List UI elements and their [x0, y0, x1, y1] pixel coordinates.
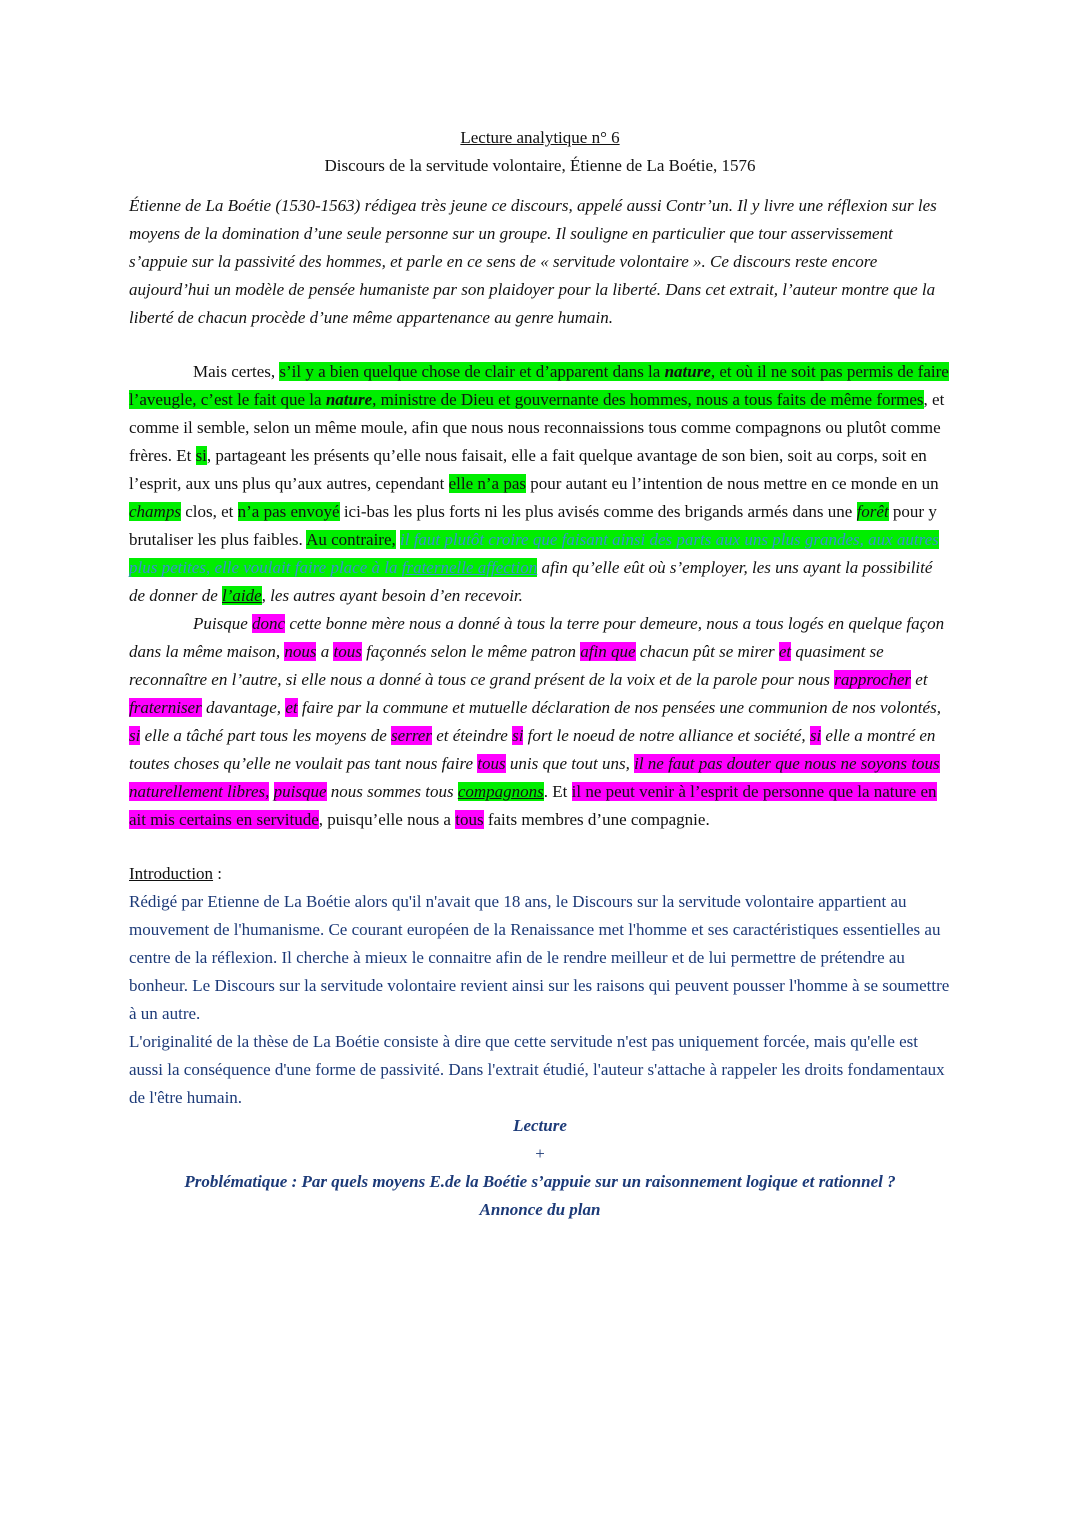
text-run: Puisque: [193, 614, 253, 633]
text-run: faire par la commune et mutuelle déclaration de nos pensées une communion de nos volontés,: [297, 698, 941, 717]
document-title: Lecture analytique n° 6: [460, 128, 620, 147]
text-run: davantage,: [201, 698, 286, 717]
text-run: ici-bas les plus forts ni les plus avisés comme des brigands armés dans une: [339, 502, 857, 521]
text-run: pour y brutaliser les plus faibles.: [129, 502, 937, 549]
text-run: et éteindre: [431, 726, 513, 745]
text-run: , partageant les présents qu’elle nous faisait, elle a fait quelque avantage de son bien, soit au corps, soit en l’esprit, aux uns plus qu’aux autres, cependant: [129, 446, 927, 493]
text-run: faits membres d’une compagnie.: [483, 810, 710, 829]
introduction-title: Introduction: [129, 864, 214, 883]
magenta-highlight: et: [285, 698, 298, 717]
excerpt-paragraph-1: [129, 358, 951, 610]
introduction-paragraph-2: L'originalité de la thèse de La Boétie consiste à dire que cette servitude n'est pas uniquement forcée, mais qu'elle est aussi la conséquence d'une forme de passivité. Dans l'extrait étudié, l'auteur s'attache à rappeler les droits fondamentaux de l'être humain.: [129, 1032, 945, 1107]
magenta-highlight: rapprocher: [834, 670, 912, 689]
document-subtitle: Discours de la servitude volontaire, Étienne de La Boétie, 1576: [324, 156, 756, 175]
magenta-highlight: puisque: [273, 782, 327, 801]
document-page: [129, 124, 951, 1224]
magenta-highlight: et: [778, 642, 792, 661]
magenta-highlight: il ne faut pas douter que nous ne soyons tous naturellement libres,: [129, 754, 940, 801]
green-highlight: , ministre de Dieu et gouvernante des hommes, nous a tous faits de même formes: [372, 390, 924, 409]
magenta-highlight: tous: [477, 754, 506, 773]
green-highlight: l’aide: [222, 586, 262, 605]
text-run: [269, 782, 273, 801]
magenta-highlight: si: [809, 726, 822, 745]
green-highlight: nature: [664, 362, 711, 381]
text-run: a: [316, 642, 334, 661]
green-highlight: s’il y a bien quelque chose de clair et d’apparent dans la: [279, 362, 665, 381]
green-highlight: , et où il ne soit pas permis de faire l’aveugle, c’est le fait que la: [129, 362, 949, 409]
green-highlight: fraternelle affection: [401, 558, 538, 577]
text-run: façonnés selon le même patron: [361, 642, 581, 661]
text-run: nous sommes tous: [326, 782, 458, 801]
introduction-section: [129, 860, 951, 1224]
text-run: unis que tout uns,: [505, 754, 635, 773]
text-run: Mais certes,: [193, 362, 280, 381]
green-highlight: n’a pas envoyé: [237, 502, 340, 521]
magenta-highlight: tous: [333, 642, 362, 661]
text-run: chacun pût se mirer: [635, 642, 779, 661]
author-introduction: Étienne de La Boétie (1530-1563) rédigea très jeune ce discours, appelé aussi Contr’un. Il y livre une réflexion sur les moyens de la domination d’une seule personne sur un groupe. Il souligne en particulier que tour asservissement s’appuie sur la passivité des hommes, et parle en ce sens de « servitude volontaire ». Ce discours reste encore aujourd’hui un modèle de pensée humaniste par son plaidoyer pour la liberté. Dans cet extrait, l’auteur montre que la liberté de chacun procède d’une même appartenance au genre humain.: [129, 196, 937, 327]
text-run: , puisqu’elle nous a: [318, 810, 456, 829]
introduction-paragraph-1: Rédigé par Etienne de La Boétie alors qu'il n'avait que 18 ans, le Discours sur la servitude volontaire appartient au mouvement de l'humanisme. Ce courant européen de la Renaissance met l'homme et ses caractéristiques essentielles au centre de la réflexion. Il cherche à mieux le connaitre afin de le rendre meilleur et de lui permettre de prétendre au bonheur. Le Discours sur la servitude volontaire revient ainsi sur les raisons qui peuvent pousser l'homme à se soumettre à un autre.: [129, 892, 950, 1023]
text-run: clos, et: [180, 502, 238, 521]
text-run: , et comme il semble, selon un même moule, afin que nous nous reconnaissions tous comme compagnons ou plutôt comme frères. Et: [129, 390, 945, 465]
green-highlight: elle n’a pas: [448, 474, 527, 493]
magenta-highlight: serrer: [391, 726, 432, 745]
text-run: pour autant eu l’intention de nous mettre en ce monde en un: [526, 474, 939, 493]
green-highlight: si: [195, 446, 207, 465]
plus-sign: +: [535, 1144, 545, 1163]
magenta-highlight: donc: [252, 614, 286, 633]
magenta-highlight: fraterniser: [129, 698, 202, 717]
magenta-highlight: si: [512, 726, 524, 745]
green-highlight: il faut plutôt croire que faisant ainsi des parts aux uns plus grandes, aux autres plus petites, elle voulait faire place à la: [129, 530, 939, 577]
text-run: quasiment se reconnaître en l’autre, si elle nous a donné à tous ce grand présent de la voix et de la parole pour nous: [129, 642, 884, 689]
text-run: afin qu’elle eût où s’employer, les uns ayant la possibilité de donner de: [129, 558, 933, 605]
document-header: [129, 124, 951, 180]
text-run: elle a montré en toutes choses qu’elle ne voulait pas tant nous faire: [129, 726, 936, 773]
excerpt-paragraph-2: [129, 610, 951, 834]
problematique: Problématique : Par quels moyens E.de la Boétie s’appuie sur un raisonnement logique et rationnel ?: [184, 1172, 896, 1191]
text-run: et: [911, 670, 928, 689]
green-highlight: Au contraire,: [306, 530, 396, 549]
text-run: elle a tâché part tous les moyens de: [140, 726, 392, 745]
magenta-highlight: tous: [455, 810, 484, 829]
green-highlight: champs: [129, 502, 181, 521]
introduction-heading: [129, 860, 951, 888]
magenta-highlight: il ne peut venir à l’esprit de personne que la nature en ait mis certains en servitude: [129, 782, 937, 829]
magenta-highlight: afin que: [580, 642, 636, 661]
text-run: , les autres ayant besoin d’en recevoir.: [261, 586, 523, 605]
green-highlight: nature: [325, 390, 373, 409]
text-run: . Et: [543, 782, 572, 801]
magenta-highlight: nous: [284, 642, 317, 661]
introduction-colon: :: [213, 864, 223, 883]
excerpt-text: [129, 358, 951, 834]
green-highlight: compagnons: [457, 782, 544, 801]
lecture-label: Lecture: [513, 1116, 567, 1135]
green-highlight: forêt: [856, 502, 889, 521]
text-run: cette bonne mère nous a donné à tous la terre pour demeure, nous a tous logés en quelque façon dans la même maison,: [129, 614, 945, 661]
annonce-du-plan: Annonce du plan: [479, 1200, 601, 1219]
magenta-highlight: si: [129, 726, 141, 745]
text-run: fort le noeud de notre alliance et société,: [523, 726, 810, 745]
